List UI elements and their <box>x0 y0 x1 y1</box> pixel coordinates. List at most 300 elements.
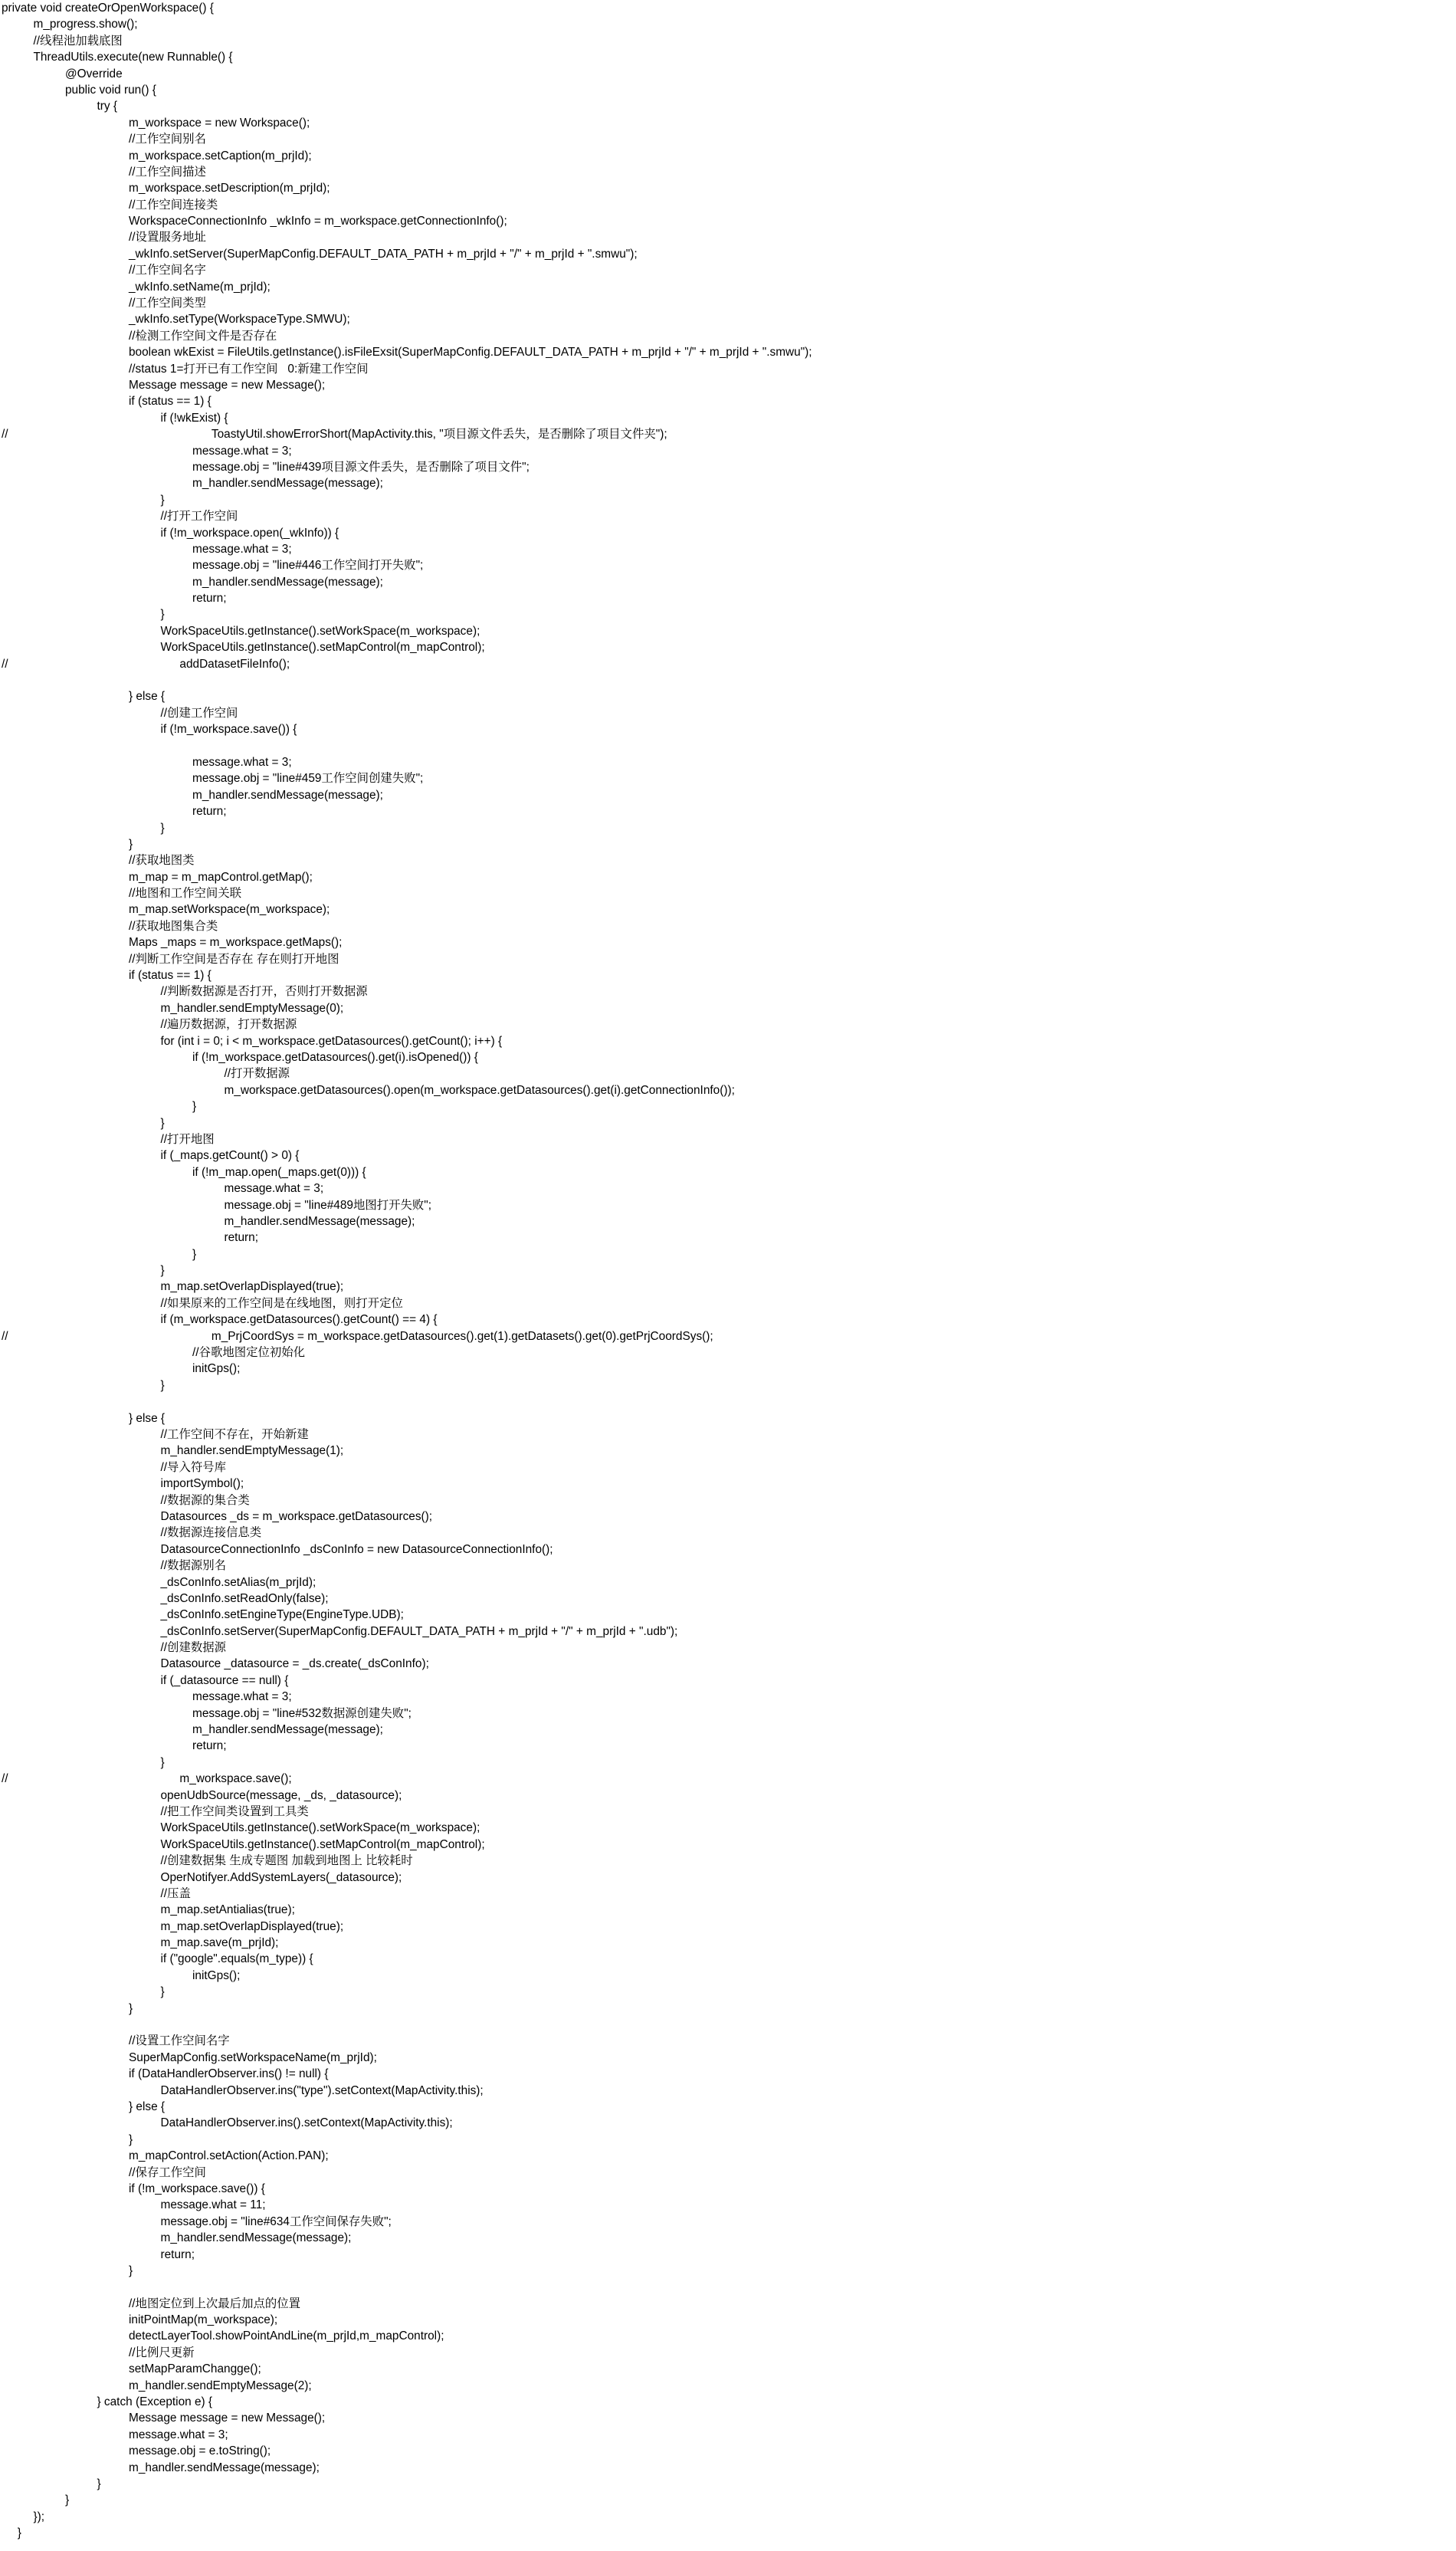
code-text: //线程池加载底图 <box>33 34 123 48</box>
code-text: openUdbSource(message, _ds, _datasource); <box>160 1788 402 1802</box>
code-text: } <box>192 1100 197 1114</box>
code-text: } <box>65 2494 70 2507</box>
code-text: WorkspaceConnectionInfo _wkInfo = m_workspace.getConnectionInfo(); <box>129 215 507 228</box>
code-text: //地图定位到上次最后加点的位置 <box>129 2297 301 2310</box>
code-text: m_map.save(m_prjId); <box>160 1936 279 1950</box>
code-line <box>2 2099 1454 2115</box>
code-line <box>2 492 1454 508</box>
code-line <box>2 2394 1454 2410</box>
code-text: m_map = m_mapControl.getMap(); <box>129 870 313 884</box>
code-text: //比例尺更新 <box>129 2346 195 2359</box>
code-text: } <box>160 1755 165 1769</box>
code-line <box>2 1935 1454 1951</box>
code-line <box>2 1689 1454 1705</box>
code-text: message.what = 3; <box>192 755 292 769</box>
code-text: if ("google".equals(m_type)) { <box>160 1952 313 1966</box>
code-text: if (_maps.getCount() > 0) { <box>160 1149 300 1163</box>
code-line <box>2 115 1454 131</box>
code-line <box>2 1771 1454 1787</box>
code-line <box>2 2410 1454 2426</box>
code-text: initPointMap(m_workspace); <box>129 2313 278 2327</box>
code-line <box>2 803 1454 819</box>
code-line <box>2 1000 1454 1016</box>
code-line <box>2 1115 1454 1131</box>
code-text: OperNotifyer.AddSystemLayers(_datasource); <box>160 1870 402 1884</box>
code-line <box>2 1525 1454 1541</box>
code-text: DataHandlerObserver.ins().setContext(MapActivity.this); <box>160 2116 453 2130</box>
code-line <box>2 66 1454 82</box>
code-text: //打开工作空间 <box>160 510 238 524</box>
code-text: //遍历数据源，打开数据源 <box>160 1018 297 1032</box>
code-text: } <box>129 837 133 851</box>
code-text: _wkInfo.setName(m_prjId); <box>129 280 271 294</box>
code-line <box>2 1902 1454 1918</box>
code-text: return; <box>192 805 227 819</box>
code-text: } <box>129 2264 133 2277</box>
code-line <box>2 557 1454 573</box>
code-line <box>2 820 1454 836</box>
code-line <box>2 148 1454 164</box>
code-text: WorkSpaceUtils.getInstance().setMapControl(m_mapControl); <box>160 1837 485 1851</box>
code-text: //把工作空间类设置到工具类 <box>160 1804 309 1818</box>
code-line <box>2 0 1454 16</box>
code-line <box>2 1344 1454 1361</box>
code-text: //工作空间别名 <box>129 133 206 146</box>
code-text: //判断数据源是否打开，否则打开数据源 <box>160 985 368 999</box>
code-text: } <box>160 1264 165 1278</box>
code-text: WorkSpaceUtils.getInstance().setWorkSpace(m_workspace); <box>160 1821 480 1835</box>
code-line <box>2 426 1454 442</box>
code-line <box>2 2492 1454 2508</box>
code-line <box>2 2132 1454 2148</box>
code-text: message.obj = "line#489地图打开失败"; <box>224 1198 432 1212</box>
code-text: //获取地图集合类 <box>129 919 218 933</box>
code-text: //导入符号库 <box>160 1460 227 1474</box>
code-text: message.what = 3; <box>192 444 292 458</box>
code-line <box>2 869 1454 885</box>
code-line <box>2 721 1454 737</box>
code-line <box>2 475 1454 491</box>
code-text: message.obj = "line#532数据源创建失败"; <box>192 1706 412 1720</box>
code-line <box>2 2263 1454 2279</box>
code-line <box>2 918 1454 934</box>
code-line <box>2 2476 1454 2492</box>
code-text: Message message = new Message(); <box>129 2411 326 2425</box>
code-line <box>2 1131 1454 1147</box>
code-line <box>2 1984 1454 2000</box>
code-line <box>2 361 1454 377</box>
code-text: //设置工作空间名字 <box>129 2034 230 2048</box>
code-line <box>2 2378 1454 2394</box>
code-text: m_mapControl.setAction(Action.PAN); <box>129 2149 329 2163</box>
code-line <box>2 1919 1454 1935</box>
code-text: m_handler.sendEmptyMessage(0); <box>160 1001 344 1015</box>
code-line <box>2 1328 1454 1344</box>
code-line <box>2 623 1454 639</box>
code-text: return; <box>160 2247 195 2261</box>
code-text: m_handler.sendMessage(message); <box>129 2461 320 2474</box>
code-line <box>2 2312 1454 2328</box>
code-line <box>2 2181 1454 2197</box>
code-line <box>2 2066 1454 2082</box>
code-text: setMapParamChangge(); <box>129 2362 261 2376</box>
code-text: message.what = 3; <box>192 542 292 556</box>
code-line <box>2 672 1454 688</box>
code-line <box>2 754 1454 770</box>
code-text: message.what = 3; <box>224 1182 324 1196</box>
code-line <box>2 459 1454 475</box>
code-line <box>2 33 1454 49</box>
code-line <box>2 1591 1454 1607</box>
code-line <box>2 49 1454 65</box>
code-text: m_workspace.save(); <box>179 1772 292 1786</box>
code-line <box>2 1164 1454 1180</box>
code-text: } <box>17 2526 21 2540</box>
code-text: } <box>129 2001 133 2015</box>
code-text: m_handler.sendEmptyMessage(2); <box>129 2379 312 2392</box>
code-text: ThreadUtils.execute(new Runnable() { <box>33 51 233 64</box>
code-text: private void createOrOpenWorkspace() { <box>2 2 214 15</box>
code-line <box>2 885 1454 901</box>
code-line <box>2 1279 1454 1295</box>
code-line <box>2 787 1454 803</box>
code-text: try { <box>97 100 118 113</box>
code-text: if (status == 1) { <box>129 395 212 409</box>
code-text: m_handler.sendMessage(message); <box>192 477 383 491</box>
code-text: //工作空间描述 <box>129 165 206 179</box>
code-text: //数据源的集合类 <box>160 1493 250 1507</box>
code-line <box>2 377 1454 393</box>
code-text: //创建数据源 <box>160 1641 227 1655</box>
code-line <box>2 295 1454 311</box>
code-line <box>2 1607 1454 1623</box>
code-text: public void run() { <box>65 83 156 97</box>
code-line <box>2 705 1454 721</box>
code-line <box>2 1049 1454 1065</box>
code-line <box>2 1837 1454 1853</box>
code-text: detectLayerTool.showPointAndLine(m_prjId,m_mapControl); <box>129 2329 444 2343</box>
code-line <box>2 344 1454 360</box>
code-line <box>2 180 1454 196</box>
code-text: //谷歌地图定位初始化 <box>192 1346 306 1360</box>
code-text: WorkSpaceUtils.getInstance().setWorkSpace(m_workspace); <box>160 624 480 638</box>
code-text: } <box>160 821 165 835</box>
code-line <box>2 328 1454 344</box>
code-text: WorkSpaceUtils.getInstance().setMapControl(m_mapControl); <box>160 641 485 655</box>
code-line <box>2 1541 1454 1558</box>
code-line <box>2 2197 1454 2213</box>
code-text: m_handler.sendMessage(message); <box>224 1214 415 1228</box>
code-line <box>2 541 1454 557</box>
code-text: } <box>160 1985 165 1999</box>
code-text: //获取地图类 <box>129 854 195 868</box>
code-text: if (!m_workspace.save()) { <box>160 723 297 737</box>
code-text: //检测工作空间文件是否存在 <box>129 329 277 343</box>
code-line <box>2 1377 1454 1394</box>
code-line <box>2 1180 1454 1197</box>
code-text: m_handler.sendEmptyMessage(1); <box>160 1444 344 1458</box>
code-text: message.obj = "line#439项目源文件丢失，是否删除了项目文件"; <box>192 460 530 474</box>
code-text: } else { <box>129 690 166 704</box>
code-text: //保存工作空间 <box>129 2165 206 2179</box>
code-text: //地图和工作空间关联 <box>129 887 242 901</box>
code-text: //如果原来的工作空间是在线地图，则打开定位 <box>160 1296 403 1310</box>
code-text: initGps(); <box>192 1968 241 1982</box>
code-line <box>2 2525 1454 2541</box>
code-line <box>2 1443 1454 1459</box>
code-text: //工作空间类型 <box>129 297 206 310</box>
code-line <box>2 639 1454 655</box>
code-line <box>2 1262 1454 1279</box>
code-text: m_workspace.setDescription(m_prjId); <box>129 182 330 195</box>
code-line <box>2 164 1454 180</box>
code-line <box>2 410 1454 426</box>
code-line <box>2 1427 1454 1443</box>
code-text: } <box>129 2132 133 2146</box>
code-text: } <box>160 608 165 622</box>
code-text: return; <box>224 1231 258 1245</box>
code-text: m_handler.sendMessage(message); <box>192 788 383 802</box>
code-text: message.obj = "line#446工作空间打开失败"; <box>192 559 424 573</box>
code-line <box>2 951 1454 967</box>
code-text: _wkInfo.setType(WorkspaceType.SMWU); <box>129 313 350 327</box>
code-line <box>2 197 1454 213</box>
code-text: importSymbol(); <box>160 1477 244 1491</box>
code-line <box>2 2460 1454 2476</box>
code-text: //数据源连接信息类 <box>160 1526 262 1540</box>
code-text: message.obj = "line#459工作空间创建失败"; <box>192 772 424 786</box>
code-text: DatasourceConnectionInfo _dsConInfo = new DatasourceConnectionInfo(); <box>160 1542 553 1556</box>
code-line <box>2 2115 1454 2131</box>
code-text: }); <box>33 2510 45 2523</box>
code-line <box>2 1246 1454 1262</box>
code-line <box>2 1738 1454 1754</box>
code-line <box>2 1755 1454 1771</box>
code-text: if (DataHandlerObserver.ins() != null) { <box>129 2067 329 2081</box>
code-line <box>2 1788 1454 1804</box>
code-line <box>2 131 1454 147</box>
code-text: } catch (Exception e) { <box>97 2395 213 2409</box>
code-text: message.obj = "line#634工作空间保存失败"; <box>160 2214 392 2228</box>
code-text: ToastyUtil.showErrorShort(MapActivity.this, "项目源文件丢失，是否删除了项目文件夹"); <box>211 428 667 442</box>
code-text: Datasources _ds = m_workspace.getDatasources(); <box>160 1509 433 1523</box>
code-text: } <box>160 493 165 507</box>
code-text: m_handler.sendMessage(message); <box>160 2231 352 2245</box>
code-line <box>2 656 1454 672</box>
code-line <box>2 1312 1454 1328</box>
code-text: //判断工作空间是否存在 存在则打开地图 <box>129 952 339 966</box>
code-line <box>2 574 1454 590</box>
code-line <box>2 1853 1454 1869</box>
code-text: message.what = 11; <box>160 2198 266 2212</box>
code-text: _dsConInfo.setReadOnly(false); <box>160 1591 329 1605</box>
code-text: DataHandlerObserver.ins("type").setContext(MapActivity.this); <box>160 2083 484 2097</box>
code-line <box>2 2050 1454 2066</box>
code-line <box>2 1574 1454 1591</box>
code-text: } <box>160 1116 165 1130</box>
code-text: //工作空间不存在，开始新建 <box>160 1427 309 1441</box>
code-line <box>2 1230 1454 1246</box>
code-text: //压盖 <box>160 1886 191 1900</box>
code-line <box>2 2033 1454 2049</box>
comment-marker: // <box>2 1329 8 1343</box>
code-text: if (m_workspace.getDatasources().getCount() == 4) { <box>160 1313 438 1327</box>
comment-marker: // <box>2 657 8 671</box>
code-line <box>2 279 1454 295</box>
code-line <box>2 443 1454 459</box>
code-text: if (!m_workspace.open(_wkInfo)) { <box>160 526 339 540</box>
code-text: //打开数据源 <box>224 1067 290 1081</box>
comment-marker: // <box>2 428 8 442</box>
code-text: m_handler.sendMessage(message); <box>192 1723 383 1737</box>
code-line <box>2 2279 1454 2295</box>
code-line <box>2 1459 1454 1476</box>
code-text: _dsConInfo.setAlias(m_prjId); <box>160 1575 316 1589</box>
code-line <box>2 1492 1454 1509</box>
code-text: Datasource _datasource = _ds.create(_dsConInfo); <box>160 1657 429 1671</box>
code-line <box>2 1033 1454 1049</box>
code-line <box>2 1624 1454 1640</box>
code-line <box>2 738 1454 754</box>
code-line <box>2 688 1454 704</box>
code-line <box>2 2017 1454 2033</box>
code-line <box>2 311 1454 327</box>
code-line <box>2 934 1454 950</box>
code-text: } <box>192 1247 197 1261</box>
code-text: m_workspace.getDatasources().open(m_workspace.getDatasources().get(i).getConnectionInfo()); <box>224 1083 735 1097</box>
code-line <box>2 606 1454 622</box>
code-text: m_map.setOverlapDisplayed(true); <box>160 1280 344 1294</box>
code-line <box>2 2427 1454 2443</box>
code-line <box>2 983 1454 1000</box>
code-line <box>2 967 1454 983</box>
code-text: //数据源别名 <box>160 1559 227 1573</box>
code-line <box>2 1098 1454 1115</box>
code-line <box>2 16 1454 32</box>
comment-marker: // <box>2 1772 8 1786</box>
code-text: addDatasetFileInfo(); <box>179 657 290 671</box>
code-line <box>2 508 1454 524</box>
code-text: @Override <box>65 67 123 80</box>
code-text: m_handler.sendMessage(message); <box>192 575 383 589</box>
code-text: Maps _maps = m_workspace.getMaps(); <box>129 936 343 950</box>
code-line <box>2 2443 1454 2459</box>
code-line <box>2 1886 1454 1902</box>
code-line <box>2 1804 1454 1820</box>
code-text: //创建数据集 生成专题图 加载到地图上 比较耗时 <box>160 1854 413 1868</box>
code-line <box>2 1410 1454 1427</box>
code-text: m_workspace = new Workspace(); <box>129 116 310 130</box>
code-line <box>2 2230 1454 2246</box>
code-line <box>2 393 1454 409</box>
code-line <box>2 1820 1454 1836</box>
code-text: message.obj = e.toString(); <box>129 2444 271 2458</box>
code-text: return; <box>192 1739 227 1753</box>
code-line <box>2 1065 1454 1082</box>
code-line <box>2 1361 1454 1377</box>
code-line <box>2 2345 1454 2361</box>
code-line <box>2 2214 1454 2230</box>
code-text: } else { <box>129 2100 166 2113</box>
code-line <box>2 852 1454 868</box>
code-text: //status 1=打开已有工作空间 0:新建工作空间 <box>129 362 369 376</box>
code-line <box>2 1870 1454 1886</box>
code-line <box>2 213 1454 229</box>
code-text: if (!m_map.open(_maps.get(0))) { <box>192 1165 366 1179</box>
code-text: if (!m_workspace.save()) { <box>129 2182 265 2195</box>
code-text: boolean wkExist = FileUtils.getInstance().isFileExsit(SuperMapConfig.DEFAULT_DATA_PATH + m_prjId + "/" + m_prjId + ".smwu"); <box>129 346 812 360</box>
code-line <box>2 262 1454 278</box>
code-line <box>2 2083 1454 2099</box>
code-text: m_map.setAntialias(true); <box>160 1903 295 1917</box>
code-text: m_workspace.setCaption(m_prjId); <box>129 149 312 163</box>
code-line <box>2 1558 1454 1574</box>
code-line <box>2 1656 1454 1672</box>
code-line <box>2 901 1454 918</box>
code-line <box>2 98 1454 114</box>
code-line <box>2 1147 1454 1164</box>
code-line <box>2 1968 1454 1984</box>
code-line <box>2 1016 1454 1033</box>
code-line <box>2 1476 1454 1492</box>
code-text: message.what = 3; <box>192 1690 292 1704</box>
code-text: _dsConInfo.setEngineType(EngineType.UDB); <box>160 1608 404 1622</box>
code-line <box>2 1722 1454 1738</box>
code-text: } <box>97 2477 101 2490</box>
code-line <box>2 1673 1454 1689</box>
code-line <box>2 836 1454 852</box>
code-text: m_progress.show(); <box>33 18 138 31</box>
code-line <box>2 82 1454 98</box>
code-line <box>2 2165 1454 2181</box>
code-line <box>2 2247 1454 2263</box>
code-text: m_map.setOverlapDisplayed(true); <box>160 1919 344 1933</box>
code-line <box>2 1197 1454 1213</box>
code-text: _wkInfo.setServer(SuperMapConfig.DEFAULT_DATA_PATH + m_prjId + "/" + m_prjId + ".smwu"); <box>129 247 638 261</box>
code-line <box>2 229 1454 245</box>
code-line <box>2 590 1454 606</box>
code-text: //工作空间名字 <box>129 264 206 277</box>
code-text: } else { <box>129 1411 166 1425</box>
code-text: m_PrjCoordSys = m_workspace.getDatasources().get(1).getDatasets().get(0).getPrjCoordSys(); <box>211 1329 713 1343</box>
code-text: } <box>160 1378 165 1392</box>
code-line <box>2 1951 1454 1967</box>
code-text: return; <box>192 592 227 606</box>
code-text: SuperMapConfig.setWorkspaceName(m_prjId); <box>129 2050 377 2064</box>
code-text: //工作空间连接类 <box>129 198 218 212</box>
code-text: if (status == 1) { <box>129 969 212 983</box>
code-line <box>2 2509 1454 2525</box>
code-text: m_map.setWorkspace(m_workspace); <box>129 903 330 917</box>
code-line <box>2 1640 1454 1656</box>
code-line <box>2 525 1454 541</box>
code-text: //设置服务地址 <box>129 231 206 245</box>
code-line <box>2 2328 1454 2344</box>
code-line <box>2 2361 1454 2377</box>
code-text: for (int i = 0; i < m_workspace.getDatasources().getCount(); i++) { <box>160 1034 503 1048</box>
code-text: message.what = 3; <box>129 2428 228 2441</box>
code-line <box>2 2001 1454 2017</box>
code-text: //创建工作空间 <box>160 706 238 720</box>
code-line <box>2 246 1454 262</box>
code-text: if (!wkExist) { <box>160 411 228 425</box>
code-line <box>2 1509 1454 1525</box>
code-listing <box>2 0 1454 2542</box>
code-text: _dsConInfo.setServer(SuperMapConfig.DEFAULT_DATA_PATH + m_prjId + "/" + m_prjId + ".udb"); <box>160 1624 678 1638</box>
code-line <box>2 1082 1454 1098</box>
code-text: Message message = new Message(); <box>129 378 326 392</box>
code-text: if (_datasource == null) { <box>160 1673 289 1687</box>
